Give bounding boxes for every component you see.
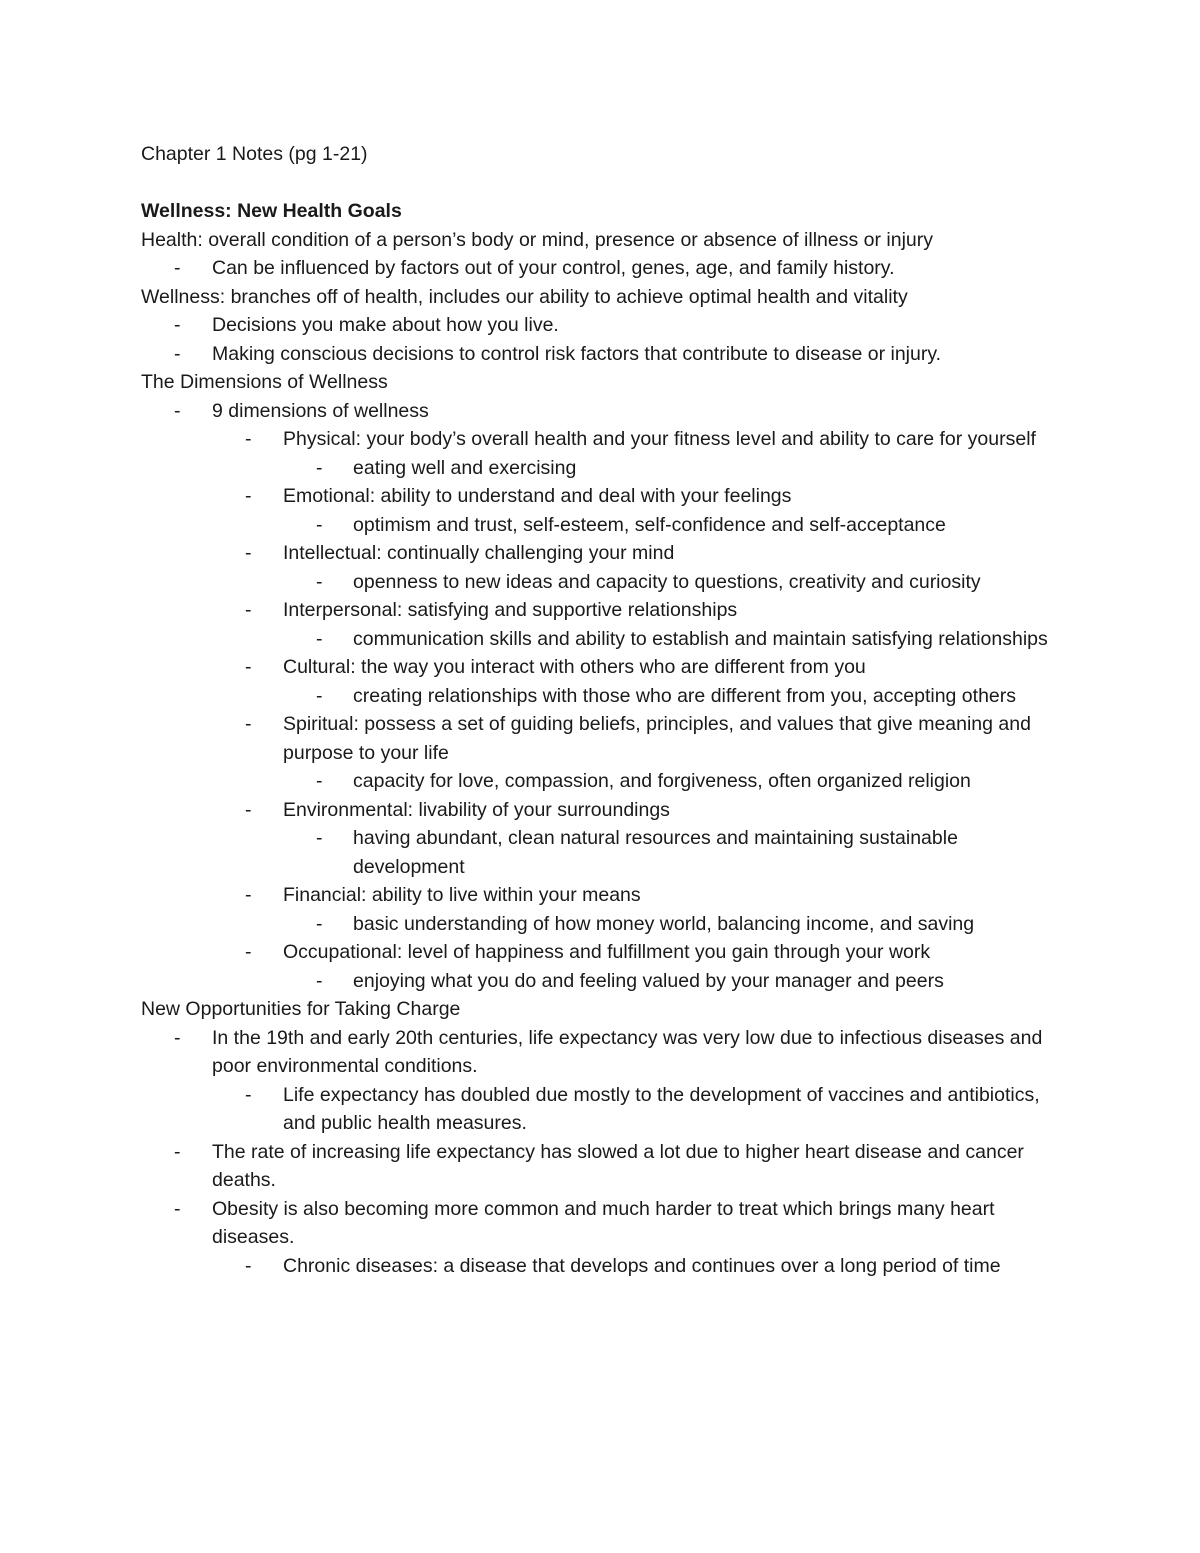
bullet-item	[141, 910, 1071, 939]
line-text: Financial: ability to live within your means	[283, 884, 641, 906]
bullet-item	[141, 967, 1071, 996]
line-text: openness to new ideas and capacity to questions, creativity and curiosity	[353, 570, 981, 593]
bullet-dash: -	[174, 399, 181, 422]
bullet-item	[141, 938, 1071, 967]
bullet-dash: -	[245, 941, 252, 963]
bullet-item	[141, 254, 1071, 283]
bullet-dash: -	[245, 1254, 252, 1277]
bullet-dash: -	[245, 713, 252, 735]
line-text: 9 dimensions of wellness	[212, 399, 429, 422]
bullet-dash: -	[174, 1197, 181, 1220]
bullet-dash: -	[316, 570, 323, 593]
line-text: In the 19th and early 20th centuries, life expectancy was very low due to infectious diseases and poor environmental conditions.	[212, 1026, 1043, 1077]
line-text: Emotional: ability to understand and deal with your feelings	[283, 485, 792, 507]
bullet-dash: -	[316, 770, 323, 792]
bullet-dash: -	[245, 485, 252, 507]
bullet-item	[141, 511, 1071, 540]
line-text: Decisions you make about how you live.	[212, 314, 559, 336]
bullet-dash: -	[174, 342, 181, 365]
line-text: Environmental: livability of your surroundings	[283, 798, 670, 821]
line-text: Wellness: branches off of health, includes our ability to achieve optimal health and vitality	[141, 285, 908, 308]
bullet-dash: -	[245, 656, 252, 678]
bullet-dash: -	[316, 456, 323, 479]
bullet-dash: -	[245, 428, 252, 450]
line-text: The Dimensions of Wellness	[141, 371, 388, 393]
topic-line	[141, 226, 1071, 255]
bullet-dash: -	[316, 827, 323, 849]
line-text: communication skills and ability to establish and maintain satisfying relationships	[353, 627, 1048, 650]
document-body	[141, 140, 1071, 1280]
bullet-dash: -	[316, 684, 323, 707]
topic-line	[141, 995, 1071, 1024]
line-text: The rate of increasing life expectancy has slowed a lot due to higher heart disease and cancer deaths.	[212, 1140, 1024, 1191]
bullet-item	[141, 1195, 1071, 1252]
line-text: Obesity is also becoming more common and much harder to treat which brings many heart diseases.	[212, 1197, 995, 1248]
bullet-dash: -	[316, 969, 323, 992]
bullet-item	[141, 454, 1071, 483]
bullet-dash: -	[245, 1083, 252, 1106]
line-text: capacity for love, compassion, and forgiveness, often organized religion	[353, 770, 971, 792]
line-text: optimism and trust, self-esteem, self-confidence and self-acceptance	[353, 513, 946, 536]
bullet-item	[141, 682, 1071, 711]
line-text: Occupational: level of happiness and fulfillment you gain through your work	[283, 941, 931, 963]
bullet-dash: -	[316, 627, 323, 650]
bullet-item	[141, 653, 1071, 682]
bullet-dash: -	[245, 599, 252, 621]
bullet-item	[141, 1252, 1071, 1281]
bullet-item	[141, 482, 1071, 511]
bullet-item	[141, 539, 1071, 568]
line-text: Making conscious decisions to control risk factors that contribute to disease or injury.	[212, 342, 942, 365]
line-text: enjoying what you do and feeling valued by your manager and peers	[353, 969, 944, 992]
line-text: eating well and exercising	[353, 456, 577, 479]
document-title: Chapter 1 Notes (pg 1-21)	[141, 143, 368, 165]
line-text: Intellectual: continually challenging your mind	[283, 542, 675, 564]
bullet-item	[141, 881, 1071, 910]
bullet-dash: -	[245, 542, 252, 564]
bullet-item	[141, 1024, 1071, 1081]
bullet-item	[141, 796, 1071, 825]
bullet-dash: -	[245, 884, 252, 906]
line-text: Life expectancy has doubled due mostly to the development of vaccines and antibiotics, and public health measures.	[283, 1083, 1040, 1134]
line-text: Can be influenced by factors out of your control, genes, age, and family history.	[212, 257, 895, 279]
bullet-item	[141, 397, 1071, 426]
bullet-item	[141, 767, 1071, 796]
line-text: having abundant, clean natural resources and maintaining sustainable development	[353, 827, 958, 878]
notes-list	[141, 197, 1071, 1280]
topic-line	[141, 368, 1071, 397]
line-text: creating relationships with those who are different from you, accepting others	[353, 684, 1016, 707]
bullet-item	[141, 625, 1071, 654]
bullet-dash: -	[245, 798, 252, 821]
bullet-dash: -	[174, 1026, 181, 1049]
line-text: basic understanding of how money world, balancing income, and saving	[353, 912, 975, 935]
bullet-item	[141, 568, 1071, 597]
bullet-item	[141, 710, 1071, 767]
bullet-item	[141, 311, 1071, 340]
bullet-item	[141, 425, 1071, 454]
bullet-item	[141, 1081, 1071, 1138]
bullet-dash: -	[316, 513, 323, 536]
bullet-dash: -	[174, 314, 181, 336]
line-text: Wellness: New Health Goals	[141, 200, 402, 222]
line-text: Health: overall condition of a person’s body or mind, presence or absence of illness or injury	[141, 228, 933, 251]
bullet-item	[141, 596, 1071, 625]
line-text: Cultural: the way you interact with others who are different from you	[283, 656, 866, 678]
bullet-item	[141, 824, 1071, 881]
bullet-item	[141, 340, 1071, 369]
line-text: Chronic diseases: a disease that develops and continues over a long period of time	[283, 1254, 1001, 1277]
topic-line	[141, 283, 1071, 312]
bullet-dash: -	[316, 912, 323, 935]
line-text: New Opportunities for Taking Charge	[141, 998, 461, 1020]
line-text: Spiritual: possess a set of guiding beliefs, principles, and values that give meaning and purpose to your life	[283, 713, 1031, 764]
line-text: Interpersonal: satisfying and supportive relationships	[283, 599, 738, 621]
bullet-dash: -	[174, 1140, 181, 1163]
line-text: Physical: your body’s overall health and your fitness level and ability to care for yourself	[283, 428, 1036, 450]
section-heading	[141, 197, 1071, 226]
bullet-dash: -	[174, 257, 181, 279]
bullet-item	[141, 1138, 1071, 1195]
